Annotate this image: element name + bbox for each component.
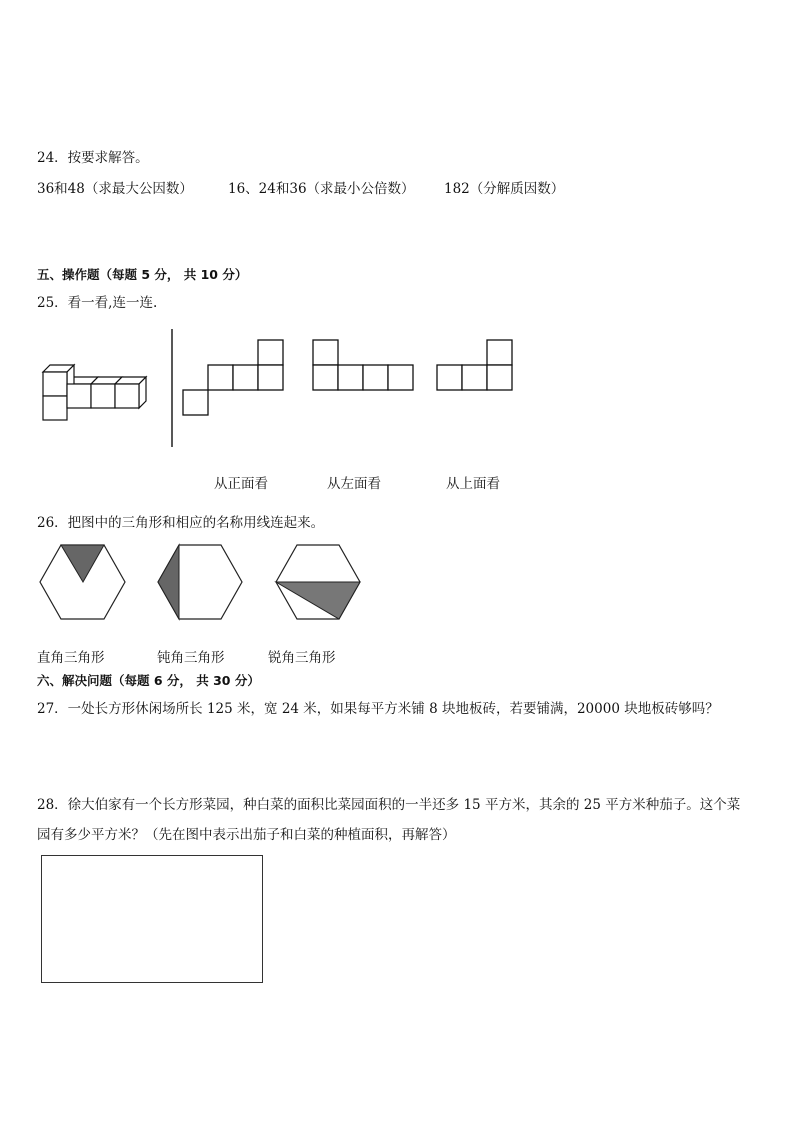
section5-heading: 五、操作题（每题 5 分， 共 10 分） <box>37 267 248 282</box>
q28-garden-rectangle <box>41 855 263 983</box>
q26-title: 26．把图中的三角形和相应的名称用线连起来。 <box>37 515 325 531</box>
q25-label-top: 从上面看 <box>446 476 500 492</box>
q25-title: 25．看一看,连一连. <box>37 295 158 311</box>
q24-item-3: 182（分解质因数） <box>444 181 565 197</box>
section6-heading: 六、解决问题（每题 6 分， 共 30 分） <box>37 673 260 688</box>
q25-label-left: 从左面看 <box>327 476 381 492</box>
q26-label-obtuse: 钝角三角形 <box>157 650 225 666</box>
q28-text-line2: 园有多少平方米？（先在图中表示出茄子和白菜的种植面积，再解答） <box>37 827 456 843</box>
q28-text-line1: 28．徐大伯家有一个长方形菜园，种白菜的面积比菜园面积的一半还多 15 平方米，其余的 25 平方米种茄子。这个菜 <box>37 797 741 813</box>
q24-title: 24．按要求解答。 <box>37 150 149 166</box>
q26-label-right: 直角三角形 <box>37 650 105 666</box>
q25-label-front: 从正面看 <box>214 476 268 492</box>
q24-item-1: 36和48（求最大公因数） <box>37 181 193 197</box>
q24-item-2: 16、24和36（求最小公倍数） <box>228 181 415 197</box>
q26-label-acute: 锐角三角形 <box>268 650 336 666</box>
q27-text: 27．一处长方形休闲场所长 125 米，宽 24 米，如果每平方米铺 8 块地板砖，若要铺满，20000 块地板砖够吗？ <box>37 701 719 717</box>
